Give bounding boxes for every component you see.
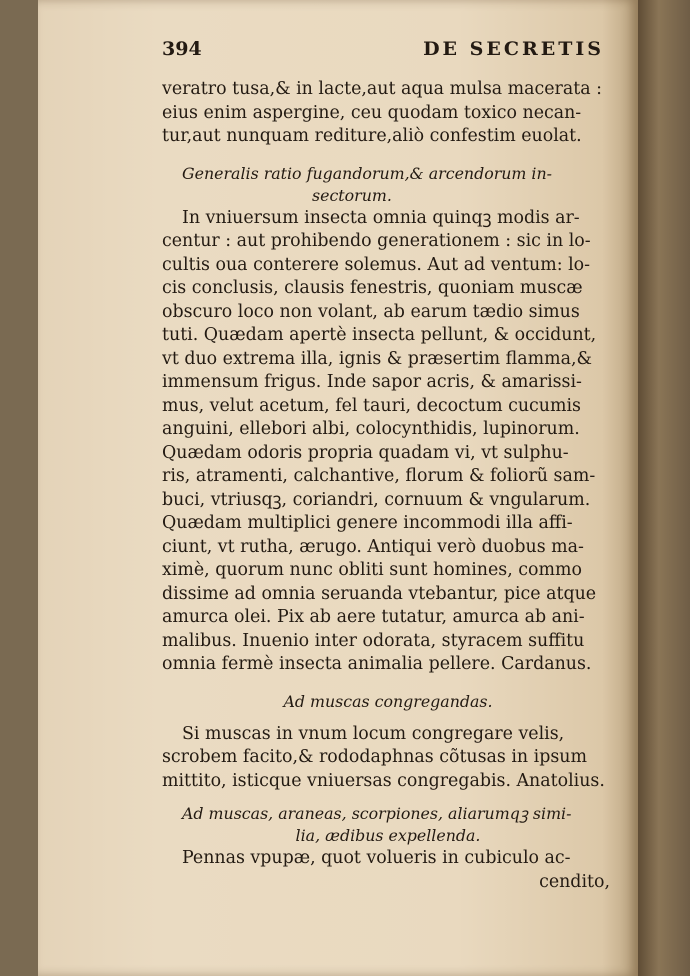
running-header bbox=[162, 38, 614, 78]
text-line: Quædam multiplici genere incommodi illa affi- bbox=[162, 513, 573, 533]
text-line: centur : aut prohibendo generationem : sic in lo- bbox=[162, 231, 591, 251]
text-line: dissime ad omnia seruanda vtebantur, pice atque bbox=[162, 583, 597, 604]
text-line: Pennas vpupæ, quot volueris in cubiculo ac- bbox=[182, 848, 571, 868]
continued-paragraph bbox=[162, 78, 614, 149]
text-line: omnia fermè insecta animalia pellere. Cardanus. bbox=[162, 654, 592, 674]
text-line: tuti. Quædam apertè insecta pellunt, & occidunt, bbox=[162, 325, 597, 345]
text-line: cultis oua conterere solemus. Aut ad ventum: lo- bbox=[162, 254, 591, 275]
text-line: mittito, isticque vniuersas congregabis. Anatolius. bbox=[162, 770, 605, 791]
paragraph-muscas bbox=[162, 723, 614, 794]
page-text-block bbox=[162, 38, 614, 894]
text-line: cis conclusis, clausis fenestris, quoniam muscæ bbox=[162, 278, 583, 298]
text-line: veratro tusa,& in lacte,aut aqua mulsa macerata : bbox=[162, 79, 602, 99]
page-number: 394 bbox=[162, 38, 202, 60]
section-heading-general bbox=[162, 163, 614, 207]
text-line: ximè, quorum nunc obliti sunt homines, commo bbox=[162, 560, 582, 580]
text-line: amurca olei. Pix ab aere tutatur, amurca ab ani- bbox=[162, 607, 585, 627]
running-title: DE SECRETIS bbox=[423, 38, 604, 60]
paragraph-general bbox=[162, 207, 614, 677]
heading-line: Ad muscas, araneas, scorpiones, aliarumqꝫ simi- bbox=[182, 804, 572, 823]
text-line: obscuro loco non volant, ab earum tædio simus bbox=[162, 301, 580, 322]
text-line: eius enim aspergine, ceu quodam toxico necan- bbox=[162, 102, 582, 123]
text-line: buci, vtriusqꝫ, coriandri, cornuum & vngularum. bbox=[162, 489, 591, 510]
text-line: scrobem facito,& rododaphnas cõtusas in ipsum bbox=[162, 747, 587, 767]
paragraph-expellenda bbox=[162, 847, 614, 894]
text-line: vt duo extrema illa, ignis & præsertim flamma,& bbox=[162, 348, 592, 369]
book-page-edge bbox=[638, 0, 690, 976]
heading-line: sectorum. bbox=[312, 185, 392, 205]
heading-line: Generalis ratio fugandorum,& arcendorum in- bbox=[182, 163, 553, 183]
section-heading-expellenda bbox=[162, 803, 614, 847]
section-heading-muscas: Ad muscas congregandas. bbox=[283, 691, 493, 711]
text-line: Quædam odoris propria quadam vi, vt sulphu- bbox=[162, 442, 569, 463]
text-line: immensum frigus. Inde sapor acris, & amarissi- bbox=[162, 372, 582, 392]
text-line: mus, velut acetum, fel tauri, decoctum cucumis bbox=[162, 395, 581, 416]
heading-line: lia, ædibus expellenda. bbox=[295, 826, 481, 845]
text-line: ris, atramenti, calchantive, florum & foliorũ sam- bbox=[162, 466, 596, 486]
text-line: malibus. Inuenio inter odorata, styracem suffitu bbox=[162, 630, 585, 651]
text-line: Si muscas in vnum locum congregare velis, bbox=[182, 723, 565, 744]
text-line: tur,aut nunquam rediture,aliò confestim euolat. bbox=[162, 126, 582, 146]
text-line: cendito, bbox=[539, 871, 610, 892]
text-line: anguini, ellebori albi, colocynthidis, lupinorum. bbox=[162, 419, 580, 439]
text-line: ciunt, vt rutha, ærugo. Antiqui verò duobus ma- bbox=[162, 536, 584, 557]
text-line: In vniuersum insecta omnia quinqꝫ modis ar- bbox=[182, 207, 580, 228]
